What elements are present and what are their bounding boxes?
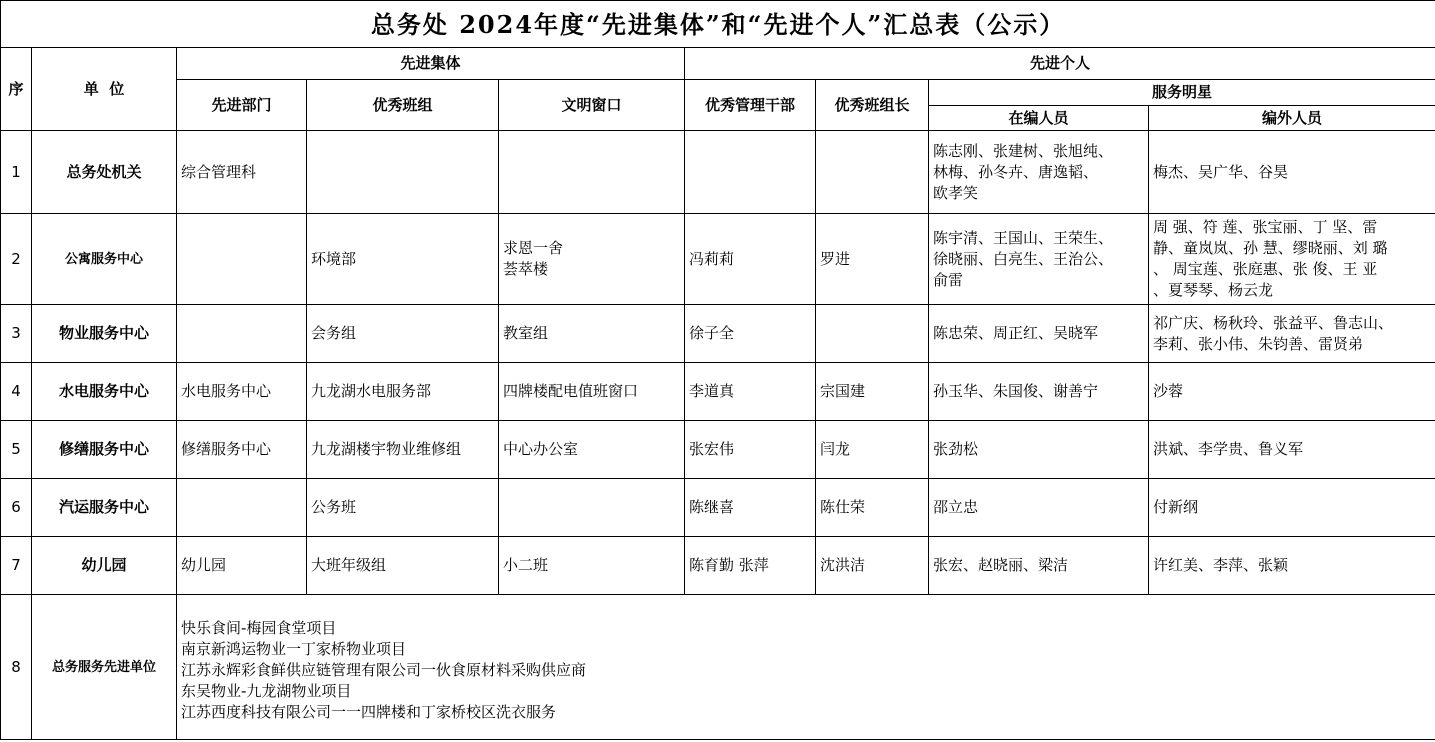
cell-line: 东吴物业-九龙湖物业项目 — [181, 681, 352, 700]
cell-line: 南京新鸿运物业一丁家桥物业项目 — [181, 639, 407, 658]
cell-line: 林梅、孙冬卉、唐逸韬、 — [933, 162, 1099, 181]
cell-line: 荟萃楼 — [503, 260, 549, 278]
cell-civil-window — [499, 537, 685, 595]
row-unit: 汽运服务中心 — [32, 479, 177, 537]
cell-excellent-team: 九龙湖水电服务部 — [307, 363, 499, 421]
header-seq: 序 — [1, 48, 32, 131]
row-seq: 2 — [1, 214, 32, 305]
row-seq: 8 — [1, 595, 32, 740]
cell-excellent-leader: 罗进 — [816, 214, 929, 305]
cell-line: 张劲松 — [933, 440, 979, 458]
row-seq: 6 — [1, 479, 32, 537]
header-excellent-manager: 优秀管理干部 — [685, 80, 816, 131]
table-title: 总务处 2024年度“先进集体”和“先进个人”汇总表（公示） — [1, 1, 1435, 48]
cell-excellent-team: 环境部 — [307, 214, 499, 305]
cell-on-staff — [929, 479, 1149, 537]
cell-excellent-leader: 闫龙 — [816, 421, 929, 479]
cell-excellent-team: 会务组 — [307, 305, 499, 363]
cell-line: 祁广庆、杨秋玲、张益平、鲁志山、 — [1153, 313, 1394, 332]
cell-on-staff — [929, 537, 1149, 595]
cell-advanced-dept — [177, 305, 307, 363]
cell-excellent-manager: 徐子全 — [685, 305, 816, 363]
row-seq: 1 — [1, 131, 32, 214]
cell-line: 江苏永辉彩食鲜供应链管理有限公司一伙食原材料采购供应商 — [181, 660, 587, 679]
cell-on-staff — [929, 363, 1149, 421]
cell-civil-window — [499, 363, 685, 421]
cell-on-staff — [929, 305, 1149, 363]
cell-line: 静、童岚岚、孙 慧、缪晓丽、刘 璐 — [1153, 239, 1388, 257]
table-row — [1, 363, 1435, 421]
cell-advanced-dept — [177, 479, 307, 537]
cell-line: 张宏、赵晓丽、梁洁 — [933, 556, 1069, 574]
row-unit: 幼儿园 — [32, 537, 177, 595]
cell-excellent-team: 公务班 — [307, 479, 499, 537]
cell-civil-window — [499, 214, 685, 305]
cell-excellent-manager: 陈育勤 张萍 — [685, 537, 816, 595]
row-seq: 3 — [1, 305, 32, 363]
cell-off-staff — [1149, 421, 1435, 479]
table-row — [1, 421, 1435, 479]
header-civil-window: 文明窗口 — [499, 80, 685, 131]
cell-line: 陈忠荣、周正红、吴晓军 — [933, 324, 1099, 342]
cell-off-staff — [1149, 214, 1435, 305]
cell-line: 小二班 — [503, 556, 549, 574]
cell-advanced-dept: 综合管理科 — [177, 131, 307, 214]
cell-excellent-leader: 陈仕荣 — [816, 479, 929, 537]
cell-on-staff — [929, 131, 1149, 214]
table-row — [1, 595, 1435, 740]
cell-on-staff — [929, 214, 1149, 305]
cell-line: 教室组 — [503, 324, 549, 342]
row-seq: 5 — [1, 421, 32, 479]
cell-line: 欧孝笑 — [933, 183, 979, 202]
cell-excellent-manager: 张宏伟 — [685, 421, 816, 479]
cell-off-staff — [1149, 479, 1435, 537]
table-row — [1, 305, 1435, 363]
cell-line: 邵立忠 — [933, 498, 979, 516]
row-unit: 物业服务中心 — [32, 305, 177, 363]
cell-line: 俞雷 — [933, 270, 964, 289]
cell-excellent-team: 九龙湖楼宇物业维修组 — [307, 421, 499, 479]
header-advanced-dept: 先进部门 — [177, 80, 307, 131]
cell-line: 中心办公室 — [503, 440, 579, 458]
cell-excellent-leader: 宗国建 — [816, 363, 929, 421]
cell-line: 李莉、张小伟、朱钧善、雷贤弟 — [1153, 334, 1364, 353]
cell-excellent-team: 大班年级组 — [307, 537, 499, 595]
cell-excellent-manager: 冯莉莉 — [685, 214, 816, 305]
cell-line: 周 强、符 莲、张宝丽、丁 坚、雷 — [1153, 218, 1378, 236]
cell-excellent-leader — [816, 131, 929, 214]
cell-line: 、 周宝莲、张庭惠、张 俊、王 亚 — [1153, 260, 1378, 278]
table-row — [1, 537, 1435, 595]
cell-excellent-manager: 李道真 — [685, 363, 816, 421]
cell-line: 、夏琴琴、杨云龙 — [1153, 281, 1274, 299]
cell-excellent-manager — [685, 131, 816, 214]
header-excellent-leader: 优秀班组长 — [816, 80, 929, 131]
cell-line: 孙玉华、朱国俊、谢善宁 — [933, 382, 1099, 400]
table-row — [1, 479, 1435, 537]
cell-advanced-dept — [177, 214, 307, 305]
cell-line: 陈宇清、王国山、王荣生、 — [933, 228, 1114, 247]
cell-off-staff — [1149, 363, 1435, 421]
cell-line: 求恩一舍 — [503, 239, 564, 257]
table-row — [1, 131, 1435, 214]
header-advanced-individual: 先进个人 — [685, 48, 1435, 80]
cell-advanced-units — [177, 595, 1435, 740]
row-unit: 水电服务中心 — [32, 363, 177, 421]
cell-excellent-leader — [816, 305, 929, 363]
cell-line: 许红美、李萍、张颖 — [1153, 556, 1289, 574]
cell-civil-window — [499, 421, 685, 479]
cell-line: 徐晓丽、白亮生、王治公、 — [933, 249, 1114, 268]
row-seq: 7 — [1, 537, 32, 595]
cell-advanced-dept: 修缮服务中心 — [177, 421, 307, 479]
table-row — [1, 214, 1435, 305]
cell-line: 四牌楼配电值班窗口 — [503, 382, 639, 400]
cell-off-staff — [1149, 537, 1435, 595]
header-advanced-collective: 先进集体 — [177, 48, 685, 80]
header-unit: 单 位 — [32, 48, 177, 131]
cell-excellent-manager: 陈继喜 — [685, 479, 816, 537]
header-on-staff: 在编人员 — [929, 106, 1149, 131]
cell-line: 快乐食间-梅园食堂项目 — [181, 618, 337, 637]
cell-excellent-team — [307, 131, 499, 214]
cell-civil-window — [499, 305, 685, 363]
cell-excellent-leader: 沈洪洁 — [816, 537, 929, 595]
header-off-staff: 编外人员 — [1149, 106, 1435, 131]
header-excellent-team: 优秀班组 — [307, 80, 499, 131]
row-unit: 总务服务先进单位 — [32, 595, 177, 740]
cell-line: 付新纲 — [1153, 498, 1199, 516]
cell-line: 陈志刚、张建树、张旭纯、 — [933, 141, 1114, 160]
cell-advanced-dept: 幼儿园 — [177, 537, 307, 595]
cell-civil-window — [499, 131, 685, 214]
row-seq: 4 — [1, 363, 32, 421]
cell-on-staff — [929, 421, 1149, 479]
cell-line: 江苏西度科技有限公司一一四牌楼和丁家桥校区洗衣服务 — [181, 702, 557, 721]
row-unit: 修缮服务中心 — [32, 421, 177, 479]
cell-civil-window — [499, 479, 685, 537]
cell-off-staff — [1149, 305, 1435, 363]
cell-line: 梅杰、吴广华、谷昊 — [1153, 162, 1289, 181]
cell-off-staff — [1149, 131, 1435, 214]
cell-advanced-dept: 水电服务中心 — [177, 363, 307, 421]
row-unit: 公寓服务中心 — [32, 214, 177, 305]
header-service-star: 服务明星 — [929, 80, 1435, 106]
cell-line: 洪斌、李学贵、鲁义军 — [1153, 440, 1304, 458]
cell-line: 沙蓉 — [1153, 382, 1184, 400]
row-unit: 总务处机关 — [32, 131, 177, 214]
